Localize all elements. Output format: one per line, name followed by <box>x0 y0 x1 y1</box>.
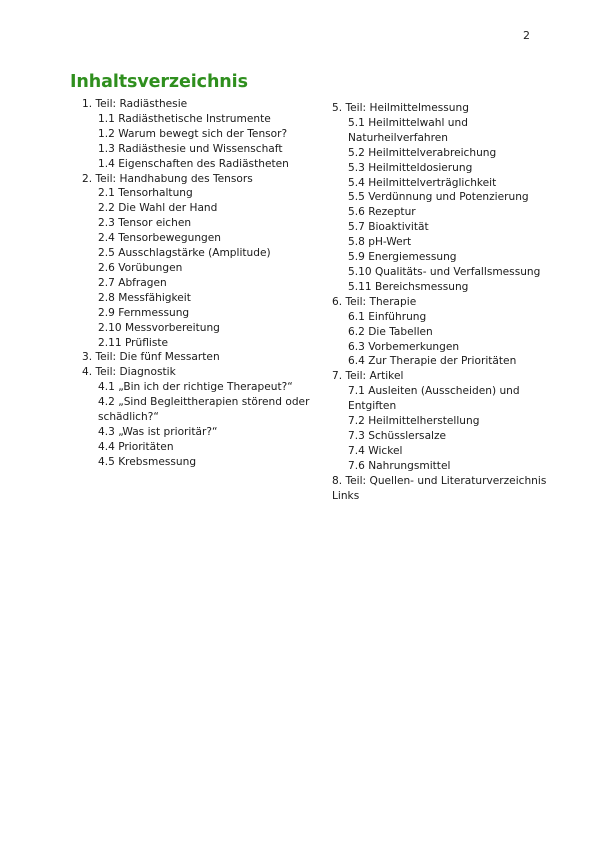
toc-entry[interactable]: 2.8 Messfähigkeit <box>98 291 191 304</box>
toc-entry[interactable]: 6.4 Zur Therapie der Prioritäten <box>348 355 517 368</box>
toc-entry[interactable]: 7.2 Heilmittelherstellung <box>348 415 480 428</box>
toc-title: Inhaltsverzeichnis <box>70 72 248 92</box>
toc-entry[interactable]: 1.3 Radiästhesie und Wissenschaft <box>98 142 283 155</box>
toc-sublist <box>82 380 322 469</box>
toc-part <box>82 97 322 172</box>
toc-part-title[interactable]: 1. Teil: Radiästhesie <box>82 98 188 110</box>
toc-entry[interactable]: 5.3 Heilmitteldosierung <box>348 161 473 174</box>
toc-entry[interactable]: 5.1 Heilmittelwahl und Naturheilverfahren <box>348 116 468 144</box>
toc-part-title[interactable]: 5. Teil: Heilmittelmessung <box>332 102 469 114</box>
toc-entry[interactable]: 5.6 Rezeptur <box>348 206 416 219</box>
toc-entry[interactable]: 4.3 „Was ist prioritär?“ <box>98 425 218 438</box>
toc-entry[interactable]: 6.1 Einführung <box>348 310 427 323</box>
toc-entry[interactable]: 5.8 pH-Wert <box>348 236 412 249</box>
toc-entry[interactable]: 2.10 Messvorbereitung <box>98 321 220 334</box>
toc-entry[interactable]: 2.4 Tensorbewegungen <box>98 232 222 245</box>
toc-part <box>332 369 562 473</box>
toc-entry[interactable]: 1.4 Eigenschaften des Radiästheten <box>98 157 289 170</box>
toc-part <box>332 474 562 504</box>
toc-column-right <box>332 101 562 503</box>
page-number: 2 <box>523 29 530 42</box>
toc-entry[interactable]: 5.7 Bioaktivität <box>348 221 429 234</box>
toc-part <box>332 101 562 295</box>
toc-entry[interactable]: 5.2 Heilmittelverabreichung <box>348 146 497 159</box>
toc-entry[interactable]: 2.6 Vorübungen <box>98 261 183 274</box>
toc-part <box>332 295 562 370</box>
toc-entry[interactable]: 5.9 Energiemessung <box>348 251 457 264</box>
toc-entry[interactable]: 5.4 Heilmittelverträglichkeit <box>348 176 497 189</box>
toc-entry[interactable]: 2.1 Tensorhaltung <box>98 187 193 200</box>
toc-entry[interactable]: 5.11 Bereichsmessung <box>348 280 469 293</box>
toc-sublist <box>332 116 562 295</box>
toc-entry[interactable]: 2.9 Fernmessung <box>98 306 190 319</box>
toc-part-title[interactable]: 2. Teil: Handhabung des Tensors <box>82 172 253 185</box>
toc-part-title[interactable]: 6. Teil: Therapie <box>332 295 417 308</box>
toc-entry[interactable]: 6.3 Vorbemerkungen <box>348 340 460 353</box>
toc-entry[interactable]: 5.5 Verdünnung und Potenzierung <box>348 191 529 204</box>
toc-column-left <box>82 97 322 470</box>
toc-sublist <box>82 186 322 350</box>
toc-entry[interactable]: 1.1 Radiästhetische Instrumente <box>98 112 271 125</box>
toc-sublist <box>82 112 322 172</box>
toc-entry[interactable]: 6.2 Die Tabellen <box>348 325 433 338</box>
toc-entry[interactable]: 5.10 Qualitäts- und Verfallsmessung <box>348 265 541 278</box>
toc-part-title[interactable]: 7. Teil: Artikel <box>332 370 404 383</box>
toc-entry[interactable]: 7.6 Nahrungsmittel <box>348 459 451 472</box>
toc-entry[interactable]: 2.2 Die Wahl der Hand <box>98 202 218 215</box>
toc-sublist <box>332 384 562 473</box>
toc-entry[interactable]: 4.1 „Bin ich der richtige Therapeut?“ <box>98 381 293 394</box>
toc-entry[interactable]: 2.5 Ausschlagstärke (Amplitude) <box>98 247 271 260</box>
toc-part-title[interactable]: 8. Teil: Quellen- und Literaturverzeichnis Links <box>332 474 547 502</box>
toc-part <box>82 350 322 365</box>
toc-entry[interactable]: 2.7 Abfragen <box>98 276 167 289</box>
toc-entry[interactable]: 2.11 Prüfliste <box>98 336 169 349</box>
toc-sublist <box>332 310 562 370</box>
toc-part-title[interactable]: 3. Teil: Die fünf Messarten <box>82 351 220 364</box>
toc-entry[interactable]: 7.3 Schüsslersalze <box>348 429 447 442</box>
toc-entry[interactable]: 4.5 Krebsmessung <box>98 455 197 468</box>
toc-entry[interactable]: 1.2 Warum bewegt sich der Tensor? <box>98 127 288 140</box>
toc-part <box>82 365 322 469</box>
toc-part <box>82 172 322 351</box>
toc-entry[interactable]: 7.4 Wickel <box>348 444 403 457</box>
toc-entry[interactable]: 7.1 Ausleiten (Ausscheiden) und Entgiften <box>348 385 520 413</box>
toc-entry[interactable]: 2.3 Tensor eichen <box>98 217 192 230</box>
toc-entry[interactable]: 4.2 „Sind Begleittherapien störend oder schädlich?“ <box>98 396 310 424</box>
toc-part-title[interactable]: 4. Teil: Diagnostik <box>82 366 176 379</box>
toc-entry[interactable]: 4.4 Prioritäten <box>98 440 174 453</box>
